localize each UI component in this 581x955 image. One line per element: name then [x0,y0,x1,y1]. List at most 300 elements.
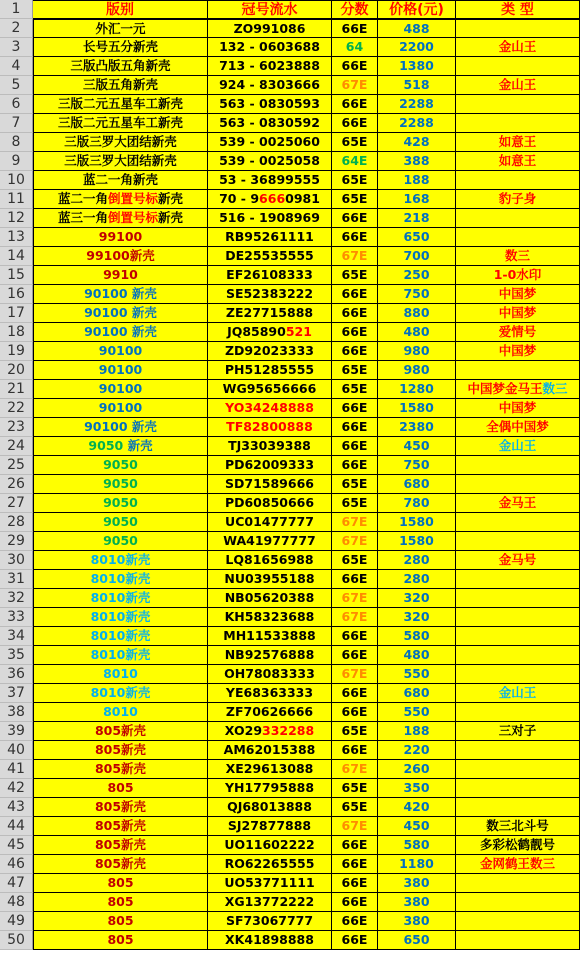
cell-serial[interactable] [208,646,332,665]
cell-version[interactable] [33,266,208,285]
cell-price[interactable]: 650 [378,228,456,247]
cell-price[interactable]: 550 [378,703,456,722]
cell-price[interactable]: 220 [378,741,456,760]
cell-score[interactable]: 66E [332,418,378,437]
cell-score[interactable]: 66E [332,627,378,646]
cell-score[interactable]: 65E [332,361,378,380]
cell-serial[interactable] [208,741,332,760]
cell-serial[interactable] [208,855,332,874]
cell-score[interactable]: 65E [332,494,378,513]
cell-type[interactable] [456,513,580,532]
cell-serial[interactable] [208,38,332,57]
row-number[interactable]: 35 [0,646,33,665]
cell-serial[interactable] [208,380,332,399]
cell-score[interactable]: 66E [332,285,378,304]
cell-price[interactable]: 388 [378,152,456,171]
cell-price[interactable]: 480 [378,646,456,665]
row-number[interactable]: 19 [0,342,33,361]
cell-price[interactable]: 188 [378,722,456,741]
cell-price[interactable]: 2288 [378,95,456,114]
cell-serial[interactable] [208,57,332,76]
cell-score[interactable]: 66E [332,95,378,114]
cell-version[interactable] [33,684,208,703]
cell-serial[interactable] [208,475,332,494]
cell-type[interactable] [456,114,580,133]
cell-type[interactable] [456,494,580,513]
cell-price[interactable]: 1380 [378,57,456,76]
cell-serial[interactable] [208,323,332,342]
cell-version[interactable] [33,855,208,874]
cell-serial[interactable] [208,437,332,456]
cell-version[interactable] [33,494,208,513]
cell-price[interactable]: 1280 [378,380,456,399]
cell-price[interactable]: 380 [378,874,456,893]
row-number[interactable]: 25 [0,456,33,475]
row-number[interactable]: 31 [0,570,33,589]
cell-price[interactable]: 320 [378,608,456,627]
row-number[interactable]: 1 [0,0,33,19]
cell-type[interactable] [456,665,580,684]
cell-version[interactable] [33,171,208,190]
cell-version[interactable] [33,608,208,627]
cell-type[interactable] [456,760,580,779]
cell-type[interactable] [456,741,580,760]
cell-price[interactable]: 420 [378,798,456,817]
cell-version[interactable] [33,836,208,855]
cell-serial[interactable] [208,152,332,171]
row-number[interactable]: 15 [0,266,33,285]
cell-type[interactable] [456,855,580,874]
row-number[interactable]: 40 [0,741,33,760]
cell-version[interactable] [33,475,208,494]
cell-type[interactable] [456,342,580,361]
cell-score[interactable]: 66E [332,209,378,228]
cell-serial[interactable] [208,608,332,627]
row-number[interactable]: 23 [0,418,33,437]
cell-type[interactable] [456,418,580,437]
cell-version[interactable] [33,874,208,893]
cell-score[interactable]: 66E [332,893,378,912]
cell-price[interactable]: 188 [378,171,456,190]
cell-score[interactable]: 67E [332,817,378,836]
cell-price[interactable]: 580 [378,836,456,855]
cell-price[interactable]: 480 [378,323,456,342]
cell-serial[interactable] [208,19,332,38]
cell-type[interactable] [456,361,580,380]
row-number[interactable]: 33 [0,608,33,627]
cell-type[interactable] [456,874,580,893]
cell-type[interactable] [456,532,580,551]
cell-price[interactable]: 750 [378,456,456,475]
cell-version[interactable] [33,741,208,760]
cell-type[interactable] [456,646,580,665]
cell-price[interactable]: 450 [378,437,456,456]
cell-type[interactable] [456,893,580,912]
cell-serial[interactable] [208,836,332,855]
cell-type[interactable] [456,57,580,76]
row-number[interactable]: 27 [0,494,33,513]
cell-score[interactable]: 65E [332,133,378,152]
cell-version[interactable] [33,456,208,475]
cell-price[interactable]: 450 [378,817,456,836]
cell-price[interactable]: 380 [378,912,456,931]
cell-version[interactable] [33,19,208,38]
row-number[interactable]: 26 [0,475,33,494]
cell-score[interactable]: 65E [332,475,378,494]
cell-score[interactable]: 65E [332,171,378,190]
cell-price[interactable]: 550 [378,665,456,684]
cell-type[interactable] [456,76,580,95]
cell-version[interactable] [33,285,208,304]
row-number[interactable]: 12 [0,209,33,228]
cell-version[interactable] [33,513,208,532]
cell-version[interactable] [33,589,208,608]
cell-type[interactable] [456,475,580,494]
cell-score[interactable]: 67E [332,76,378,95]
cell-serial[interactable] [208,95,332,114]
cell-score[interactable]: 67E [332,247,378,266]
cell-version[interactable] [33,912,208,931]
cell-version[interactable] [33,798,208,817]
cell-score[interactable]: 66E [332,741,378,760]
row-number[interactable]: 9 [0,152,33,171]
cell-type[interactable] [456,19,580,38]
cell-score[interactable]: 67E [332,665,378,684]
row-number[interactable]: 22 [0,399,33,418]
cell-price[interactable]: 260 [378,760,456,779]
row-number[interactable]: 8 [0,133,33,152]
cell-score[interactable]: 66E [332,304,378,323]
cell-price[interactable]: 700 [378,247,456,266]
cell-score[interactable]: 66E [332,874,378,893]
cell-serial[interactable] [208,703,332,722]
cell-price[interactable]: 280 [378,570,456,589]
cell-serial[interactable] [208,266,332,285]
row-number[interactable]: 21 [0,380,33,399]
cell-type[interactable] [456,380,580,399]
cell-version[interactable] [33,247,208,266]
cell-type[interactable] [456,209,580,228]
cell-type[interactable] [456,171,580,190]
cell-version[interactable] [33,532,208,551]
header-score[interactable]: 分数 [332,0,378,19]
row-number[interactable]: 18 [0,323,33,342]
cell-version[interactable] [33,779,208,798]
cell-score[interactable]: 66E [332,399,378,418]
cell-type[interactable] [456,190,580,209]
cell-price[interactable]: 380 [378,893,456,912]
cell-type[interactable] [456,551,580,570]
cell-type[interactable] [456,133,580,152]
cell-serial[interactable] [208,722,332,741]
cell-serial[interactable] [208,399,332,418]
cell-price[interactable]: 780 [378,494,456,513]
cell-version[interactable] [33,437,208,456]
row-number[interactable]: 4 [0,57,33,76]
cell-price[interactable]: 320 [378,589,456,608]
cell-serial[interactable] [208,817,332,836]
cell-score[interactable]: 66E [332,342,378,361]
cell-version[interactable] [33,817,208,836]
cell-serial[interactable] [208,570,332,589]
cell-version[interactable] [33,38,208,57]
cell-price[interactable]: 518 [378,76,456,95]
row-number[interactable]: 47 [0,874,33,893]
cell-serial[interactable] [208,494,332,513]
cell-score[interactable]: 66E [332,437,378,456]
cell-score[interactable]: 66E [332,912,378,931]
cell-score[interactable]: 66E [332,456,378,475]
cell-type[interactable] [456,456,580,475]
cell-version[interactable] [33,665,208,684]
cell-type[interactable] [456,589,580,608]
cell-serial[interactable] [208,760,332,779]
cell-type[interactable] [456,323,580,342]
cell-price[interactable]: 428 [378,133,456,152]
cell-price[interactable]: 880 [378,304,456,323]
row-number[interactable]: 39 [0,722,33,741]
cell-version[interactable] [33,646,208,665]
cell-score[interactable]: 66E [332,19,378,38]
cell-type[interactable] [456,38,580,57]
cell-serial[interactable] [208,912,332,931]
row-number[interactable]: 11 [0,190,33,209]
cell-serial[interactable] [208,684,332,703]
row-number[interactable]: 42 [0,779,33,798]
cell-version[interactable] [33,190,208,209]
cell-version[interactable] [33,380,208,399]
cell-serial[interactable] [208,76,332,95]
cell-version[interactable] [33,342,208,361]
cell-score[interactable]: 66E [332,57,378,76]
cell-price[interactable]: 250 [378,266,456,285]
cell-serial[interactable] [208,133,332,152]
cell-price[interactable]: 168 [378,190,456,209]
cell-serial[interactable] [208,456,332,475]
cell-serial[interactable] [208,551,332,570]
cell-version[interactable] [33,114,208,133]
cell-serial[interactable] [208,665,332,684]
cell-type[interactable] [456,228,580,247]
cell-score[interactable]: 66E [332,228,378,247]
header-version[interactable]: 版别 [33,0,208,19]
cell-type[interactable] [456,437,580,456]
cell-score[interactable]: 65E [332,798,378,817]
cell-score[interactable]: 67E [332,608,378,627]
cell-version[interactable] [33,228,208,247]
cell-price[interactable]: 218 [378,209,456,228]
cell-type[interactable] [456,703,580,722]
cell-type[interactable] [456,266,580,285]
cell-version[interactable] [33,627,208,646]
cell-type[interactable] [456,798,580,817]
cell-type[interactable] [456,95,580,114]
cell-version[interactable] [33,209,208,228]
cell-version[interactable] [33,57,208,76]
cell-serial[interactable] [208,532,332,551]
cell-version[interactable] [33,95,208,114]
cell-serial[interactable] [208,114,332,133]
cell-score[interactable]: 64E [332,152,378,171]
cell-price[interactable]: 980 [378,342,456,361]
row-number[interactable]: 36 [0,665,33,684]
cell-serial[interactable] [208,418,332,437]
cell-score[interactable]: 67E [332,589,378,608]
cell-type[interactable] [456,627,580,646]
cell-version[interactable] [33,304,208,323]
cell-price[interactable]: 980 [378,361,456,380]
row-number[interactable]: 34 [0,627,33,646]
row-number[interactable]: 5 [0,76,33,95]
cell-serial[interactable] [208,513,332,532]
cell-version[interactable] [33,152,208,171]
cell-score[interactable]: 67E [332,513,378,532]
cell-type[interactable] [456,684,580,703]
row-number[interactable]: 43 [0,798,33,817]
cell-score[interactable]: 65E [332,266,378,285]
cell-version[interactable] [33,570,208,589]
cell-price[interactable]: 2380 [378,418,456,437]
row-number[interactable]: 37 [0,684,33,703]
row-number[interactable]: 17 [0,304,33,323]
row-number[interactable]: 10 [0,171,33,190]
cell-type[interactable] [456,247,580,266]
cell-type[interactable] [456,836,580,855]
row-number[interactable]: 3 [0,38,33,57]
header-price[interactable]: 价格(元) [378,0,456,19]
cell-price[interactable]: 2288 [378,114,456,133]
cell-serial[interactable] [208,931,332,950]
cell-type[interactable] [456,399,580,418]
row-number[interactable]: 6 [0,95,33,114]
row-number[interactable]: 32 [0,589,33,608]
row-number[interactable]: 30 [0,551,33,570]
cell-score[interactable]: 66E [332,703,378,722]
cell-version[interactable] [33,722,208,741]
cell-score[interactable]: 65E [332,380,378,399]
cell-type[interactable] [456,570,580,589]
cell-price[interactable]: 680 [378,684,456,703]
cell-price[interactable]: 1580 [378,399,456,418]
cell-version[interactable] [33,551,208,570]
cell-version[interactable] [33,418,208,437]
cell-serial[interactable] [208,209,332,228]
cell-score[interactable]: 66E [332,570,378,589]
cell-serial[interactable] [208,779,332,798]
cell-price[interactable]: 280 [378,551,456,570]
cell-version[interactable] [33,399,208,418]
cell-score[interactable]: 65E [332,722,378,741]
cell-score[interactable]: 65E [332,551,378,570]
cell-serial[interactable] [208,304,332,323]
cell-type[interactable] [456,817,580,836]
row-number[interactable]: 48 [0,893,33,912]
cell-score[interactable]: 66E [332,836,378,855]
cell-price[interactable]: 750 [378,285,456,304]
cell-serial[interactable] [208,798,332,817]
cell-version[interactable] [33,931,208,950]
cell-version[interactable] [33,133,208,152]
cell-score[interactable]: 66E [332,323,378,342]
cell-serial[interactable] [208,228,332,247]
cell-price[interactable]: 680 [378,475,456,494]
row-number[interactable]: 49 [0,912,33,931]
cell-score[interactable]: 66E [332,931,378,950]
cell-version[interactable] [33,703,208,722]
cell-price[interactable]: 1180 [378,855,456,874]
cell-price[interactable]: 580 [378,627,456,646]
cell-price[interactable]: 350 [378,779,456,798]
cell-serial[interactable] [208,247,332,266]
row-number[interactable]: 46 [0,855,33,874]
row-number[interactable]: 24 [0,437,33,456]
cell-score[interactable]: 66E [332,114,378,133]
cell-price[interactable]: 1580 [378,532,456,551]
cell-type[interactable] [456,931,580,950]
cell-serial[interactable] [208,627,332,646]
row-number[interactable]: 28 [0,513,33,532]
cell-version[interactable] [33,76,208,95]
row-number[interactable]: 7 [0,114,33,133]
header-serial[interactable]: 冠号流水 [208,0,332,19]
cell-version[interactable] [33,361,208,380]
cell-score[interactable]: 67E [332,760,378,779]
cell-version[interactable] [33,893,208,912]
cell-score[interactable]: 65E [332,190,378,209]
cell-serial[interactable] [208,874,332,893]
row-number[interactable]: 14 [0,247,33,266]
cell-score[interactable]: 66E [332,646,378,665]
row-number[interactable]: 45 [0,836,33,855]
cell-type[interactable] [456,152,580,171]
row-number[interactable]: 44 [0,817,33,836]
cell-price[interactable]: 1580 [378,513,456,532]
cell-type[interactable] [456,608,580,627]
row-number[interactable]: 13 [0,228,33,247]
cell-type[interactable] [456,285,580,304]
cell-score[interactable]: 65E [332,779,378,798]
row-number[interactable]: 29 [0,532,33,551]
cell-type[interactable] [456,912,580,931]
cell-version[interactable] [33,760,208,779]
cell-price[interactable]: 650 [378,931,456,950]
cell-type[interactable] [456,304,580,323]
row-number[interactable]: 20 [0,361,33,380]
cell-score[interactable]: 64 [332,38,378,57]
cell-score[interactable]: 66E [332,684,378,703]
cell-serial[interactable] [208,589,332,608]
header-type[interactable]: 类 型 [456,0,580,19]
cell-price[interactable]: 488 [378,19,456,38]
cell-type[interactable] [456,722,580,741]
cell-serial[interactable] [208,190,332,209]
cell-score[interactable]: 66E [332,855,378,874]
cell-type[interactable] [456,779,580,798]
cell-price[interactable]: 2200 [378,38,456,57]
cell-score[interactable]: 67E [332,532,378,551]
row-number[interactable]: 50 [0,931,33,950]
row-number[interactable]: 38 [0,703,33,722]
cell-serial[interactable] [208,171,332,190]
cell-serial[interactable] [208,342,332,361]
cell-version[interactable] [33,323,208,342]
cell-serial[interactable] [208,285,332,304]
row-number[interactable]: 16 [0,285,33,304]
row-number[interactable]: 2 [0,19,33,38]
cell-serial[interactable] [208,893,332,912]
row-number[interactable]: 41 [0,760,33,779]
cell-serial[interactable] [208,361,332,380]
